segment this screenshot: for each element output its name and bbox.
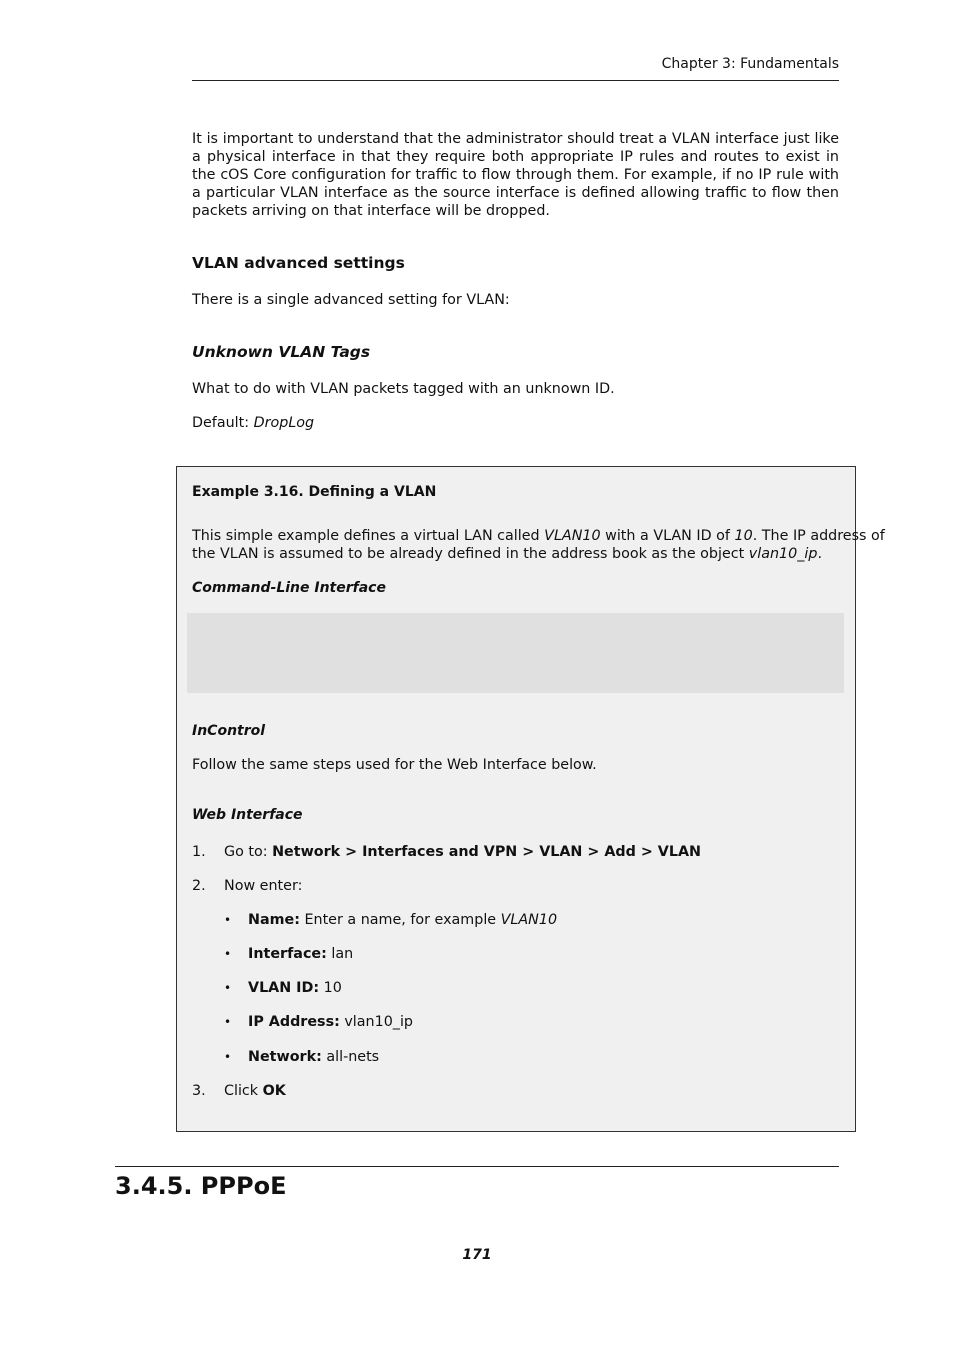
step-3-text: Click OK [224,1083,286,1099]
example-desc-line-2: the VLAN is assumed to be already defined in the address book as the object vlan10_ip. [192,546,822,562]
advanced-settings-text: There is a single advanced setting for VLAN: [192,292,510,308]
field-vlan-id: VLAN ID: 10 [248,980,342,996]
example-box [176,466,885,1132]
setting-description: What to do with VLAN packets tagged with an unknown ID. [192,381,615,397]
setting-default [192,414,314,432]
bullet: • [224,913,232,927]
bullet: • [224,1015,232,1029]
address-object: vlan10_ip [748,546,818,562]
advanced-settings-heading: VLAN advanced settings [192,254,405,272]
cli-heading: Command-Line Interface [192,580,386,596]
default-label: Default: [192,415,250,431]
intro-paragraph: It is important to understand that the administrator should treat a VLAN interface just like a physical interface in that they require both appropriate IP rules and routes to exist in the cOS Core configuration for traffic to flow through them. For example, if no IP rule with a particular VLAN interface as the source interface is defined allowing traffic to flow then packets arriving on that interface will be dropped. [192,131,839,219]
step-1-number: 1. [192,844,206,860]
field-name: Name: Enter a name, for example VLAN10 [248,912,558,928]
chapter-header: Chapter 3: Fundamentals [661,56,839,72]
example-desc-line-1: This simple example defines a virtual LAN called VLAN10 with a VLAN ID of 10. The IP address of [192,528,885,544]
step-2-text: Now enter: [224,878,303,894]
default-value: DropLog [253,415,315,431]
page-number: 171 [462,1247,492,1263]
incontrol-text: Follow the same steps used for the Web Interface below. [192,757,597,773]
section-title: 3.4.5. PPPoE [115,1172,287,1200]
bullet: • [224,981,232,995]
section-rule [115,1166,839,1167]
web-interface-heading: Web Interface [192,807,303,823]
vlan-name: VLAN10 [544,528,601,544]
header-rule [192,80,839,81]
field-ip-address: IP Address: vlan10_ip [248,1014,413,1030]
field-interface: Interface: lan [248,946,354,962]
step-1-text: Go to: Network > Interfaces and VPN > VLAN > Add > VLAN [224,844,702,860]
step-2-number: 2. [192,878,206,894]
setting-title: Unknown VLAN Tags [192,343,371,361]
incontrol-heading: InControl [192,723,266,739]
example-title: Example 3.16. Defining a VLAN [192,484,437,500]
step-3-number: 3. [192,1083,206,1099]
bullet: • [224,947,232,961]
cli-code-box [187,613,844,693]
bullet: • [224,1050,232,1064]
ok-button-label: OK [262,1083,286,1099]
vlan-id: 10 [734,528,753,544]
navigation-path: Network > Interfaces and VPN > VLAN > Add > VLAN [272,844,702,860]
field-network: Network: all-nets [248,1049,380,1065]
